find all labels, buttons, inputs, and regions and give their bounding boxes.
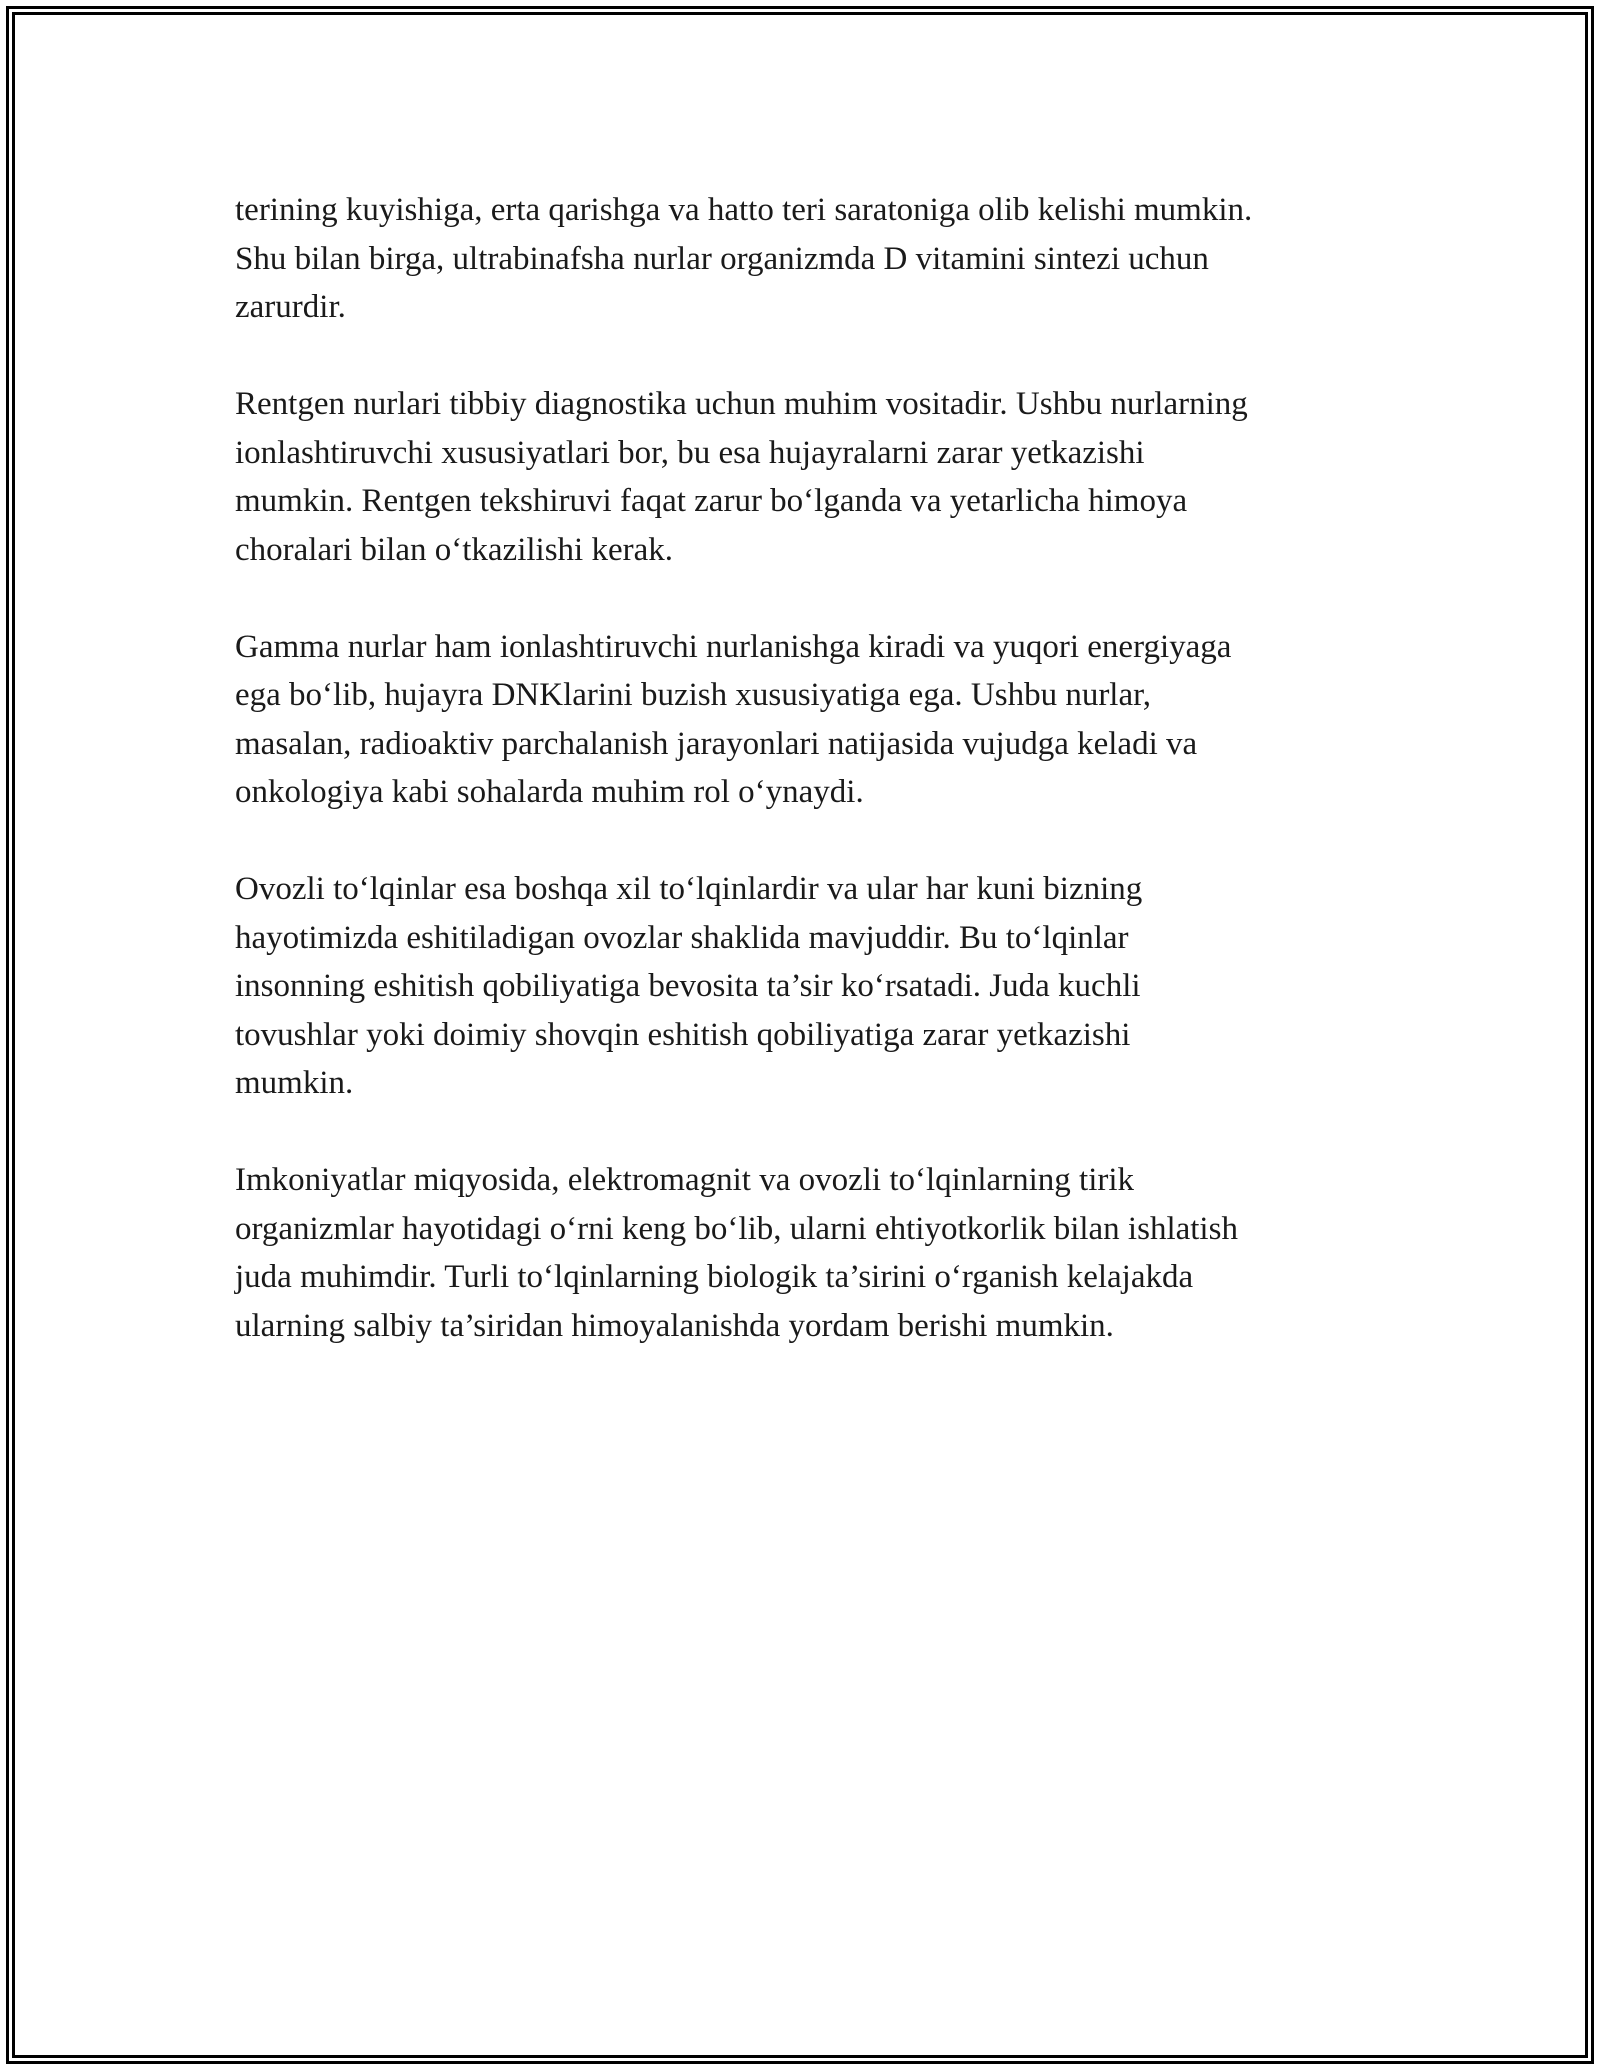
paragraph-uv-effects: terining kuyishiga, erta qarishga va hatto teri saratoniga olib kelishi mumkin. Shu bilan birga, ultrabinafsha nurlar organizmda D vitamini sintezi uchun zarurdir. <box>235 192 1253 325</box>
paragraph-sound-waves: Ovozli to‘lqinlar esa boshqa xil to‘lqinlardir va ular har kuni bizning hayotimizda eshitiladigan ovozlar shaklida mavjuddir. Bu to‘lqinlar insonning eshitish qobiliyatiga bevosita ta’sir ko‘rsatadi. Juda kuchli tovushlar yoki doimiy shovqin eshitish qobiliyatiga zarar yetkazishi mumkin. <box>235 871 1143 1101</box>
document-body <box>235 186 1385 1399</box>
paragraph-gamma-rays: Gamma nurlar ham ionlashtiruvchi nurlanishga kiradi va yuqori energiyaga ega bo‘lib, hujayra DNKlarini buzish xususiyatiga ega. Ushbu nurlar, masalan, radioaktiv parchalanish jarayonlari natijasida vujudga keladi va onkologiya kabi sohalarda muhim rol o‘ynaydi. <box>235 628 1232 810</box>
paragraph-conclusion: Imkoniyatlar miqyosida, elektromagnit va ovozli to‘lqinlarning tirik organizmlar hayotidagi o‘rni keng bo‘lib, ularni ehtiyotkorlik bilan ishlatish juda muhimdir. Turli to‘lqinlarning biologik ta’sirini o‘rganish kelajakda ularning salbiy ta’siridan himoyalanishda yordam berishi mumkin. <box>235 1162 1238 1344</box>
paragraph-x-rays: Rentgen nurlari tibbiy diagnostika uchun muhim vositadir. Ushbu nurlarning ionlashtiruvchi xususiyatlari bor, bu esa hujayralarni zarar yetkazishi mumkin. Rentgen tekshiruvi faqat zarur bo‘lganda va yetarlicha himoya choralari bilan o‘tkazilishi kerak. <box>235 386 1248 568</box>
